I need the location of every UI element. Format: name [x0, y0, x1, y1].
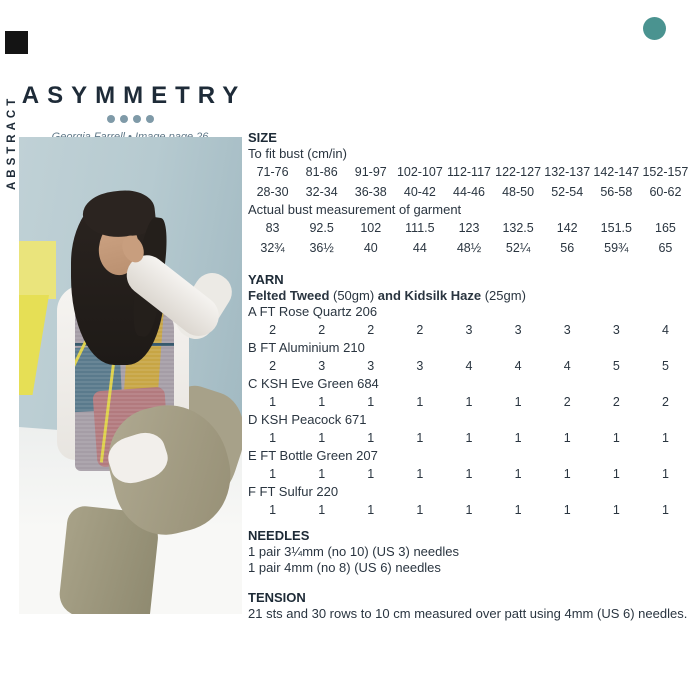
yarn-amount: 1 — [416, 431, 424, 445]
text-line: 1 pair 4mm (no 8) (US 6) needles — [248, 560, 441, 575]
text-segment: (50gm) — [333, 288, 378, 303]
yarn-amount: 2 — [661, 395, 669, 409]
yarn-amount: 1 — [318, 467, 326, 481]
table-cell: 32-34 — [305, 185, 338, 199]
photo-yellow-square — [19, 241, 56, 299]
yarn-amount: 3 — [563, 323, 571, 337]
text-segment: Felted Tweed — [248, 288, 333, 303]
yarn-amount: 1 — [514, 467, 522, 481]
table-cell: 165 — [655, 221, 676, 235]
fit-bust-in-row — [248, 182, 690, 202]
yarn-amount: 1 — [318, 431, 326, 445]
table-cell: 92.5 — [309, 221, 334, 235]
table-cell: 111.5 — [405, 221, 435, 235]
yarn-label: A FT Rose Quartz 206 — [248, 304, 378, 319]
yarn-amount: 3 — [318, 359, 326, 373]
size-heading: SIZE — [248, 130, 277, 145]
table-cell: 102 — [360, 221, 382, 235]
yarn-amount: 1 — [269, 503, 277, 517]
table-cell: 91-97 — [354, 165, 387, 179]
yarn-amount: 1 — [269, 431, 277, 445]
garment-photo — [19, 137, 242, 614]
yarn-amount: 1 — [465, 467, 473, 481]
table-cell: 56 — [560, 241, 575, 255]
corner-circle-mark — [643, 17, 666, 40]
yarn-amounts-row — [248, 428, 690, 448]
yarn-amount: 3 — [465, 323, 473, 337]
yarn-amount: 3 — [367, 359, 375, 373]
yarn-amount: 1 — [514, 431, 522, 445]
table-cell: 83 — [265, 221, 280, 235]
yarn-amount: 5 — [661, 359, 669, 373]
yarn-amount: 3 — [416, 359, 424, 373]
yarn-amount: 1 — [318, 395, 326, 409]
actual-bust-label: Actual bust measurement of garment — [248, 202, 462, 217]
yarn-amount: 1 — [416, 395, 424, 409]
yarn-amount: 1 — [367, 503, 375, 517]
yarn-amount: 1 — [269, 395, 277, 409]
table-cell: 142 — [556, 221, 578, 235]
yarn-amount: 1 — [367, 431, 375, 445]
yarn-amount: 1 — [661, 503, 669, 517]
actual-bust-in-row — [248, 238, 690, 258]
yarn-amount: 1 — [661, 467, 669, 481]
yarn-amount: 1 — [465, 503, 473, 517]
table-cell: 52-54 — [551, 185, 584, 199]
section-side-label: ABSTRACT — [6, 94, 18, 190]
table-cell: 112-117 — [446, 165, 491, 179]
yarn-amount: 1 — [465, 395, 473, 409]
table-cell: 56-58 — [600, 185, 633, 199]
yarn-amount: 2 — [269, 359, 277, 373]
title-dots — [10, 115, 250, 124]
yarn-label: E FT Bottle Green 207 — [248, 448, 378, 463]
yarn-amount: 1 — [269, 467, 277, 481]
table-cell: 28-30 — [256, 185, 289, 199]
table-cell: 123 — [458, 221, 480, 235]
table-cell: 32¾ — [260, 241, 285, 255]
table-cell: 48½ — [456, 241, 482, 255]
actual-bust-cm-row — [248, 218, 690, 238]
yarn-amount: 1 — [367, 395, 375, 409]
title-dot — [107, 115, 115, 123]
yarn-amount: 2 — [563, 395, 571, 409]
yarn-amount: 1 — [514, 503, 522, 517]
yarn-label: F FT Sulfur 220 — [248, 484, 339, 499]
yarn-amount: 2 — [318, 323, 326, 337]
table-cell: 44 — [412, 241, 427, 255]
yarn-label: B FT Aluminium 210 — [248, 340, 365, 355]
table-cell: 142-147 — [593, 165, 640, 179]
tension-text: 21 sts and 30 rows to 10 cm measured over patt using 4mm (US 6) needles. — [248, 606, 688, 621]
yarn-amount: 1 — [563, 467, 571, 481]
pattern-details — [248, 130, 690, 622]
yarn-amounts-row — [248, 464, 690, 484]
yarn-amount: 1 — [416, 503, 424, 517]
yarn-amount: 4 — [563, 359, 571, 373]
pattern-header — [10, 82, 250, 143]
text-segment: (25gm) — [484, 288, 526, 303]
yarn-amount: 1 — [563, 503, 571, 517]
yarn-amounts-row — [248, 320, 690, 340]
title-dot — [146, 115, 154, 123]
yarn-amount: 1 — [612, 503, 620, 517]
yarn-amounts-row — [248, 356, 690, 376]
yarn-amount: 2 — [367, 323, 375, 337]
table-cell: 44-46 — [453, 185, 485, 199]
yarn-amounts-row — [248, 500, 690, 520]
fit-bust-cm-row — [248, 162, 690, 182]
yarn-amount: 1 — [514, 395, 522, 409]
pattern-title: ASYMMETRY — [21, 82, 247, 109]
needles-lines — [248, 544, 690, 576]
yarn-amount: 1 — [465, 431, 473, 445]
yarn-amount: 4 — [465, 359, 473, 373]
yarn-subtitle — [248, 288, 690, 304]
yarn-amount: 2 — [612, 395, 620, 409]
yarn-amounts-row — [248, 392, 690, 412]
table-cell: 36-38 — [354, 185, 387, 199]
yarn-amount: 5 — [612, 359, 620, 373]
table-cell: 36½ — [309, 241, 334, 255]
title-dot — [133, 115, 141, 123]
yarn-label: C KSH Eve Green 684 — [248, 376, 379, 391]
table-cell: 132.5 — [502, 221, 534, 235]
table-cell: 40 — [363, 241, 378, 255]
text-line: 1 pair 3¼mm (no 10) (US 3) needles — [248, 544, 459, 559]
needles-heading: NEEDLES — [248, 528, 310, 543]
yarn-amount: 2 — [416, 323, 424, 337]
yarn-amount: 3 — [612, 323, 620, 337]
yarn-amount: 4 — [514, 359, 522, 373]
table-cell: 152-157 — [642, 165, 689, 179]
table-cell: 48-50 — [502, 185, 535, 199]
table-cell: 65 — [658, 241, 673, 255]
yarn-list — [248, 304, 690, 520]
table-cell: 60-62 — [649, 185, 682, 199]
yarn-amount: 3 — [514, 323, 522, 337]
yarn-amount: 1 — [661, 431, 669, 445]
table-cell: 40-42 — [403, 185, 436, 199]
yarn-amount: 1 — [416, 467, 424, 481]
yarn-amount: 1 — [318, 503, 326, 517]
table-cell: 81-86 — [305, 165, 338, 179]
table-cell: 71-76 — [256, 165, 289, 179]
yarn-amount: 2 — [269, 323, 277, 337]
table-cell: 59¾ — [604, 241, 629, 255]
yarn-amount: 1 — [612, 467, 620, 481]
yarn-label: D KSH Peacock 671 — [248, 412, 367, 427]
table-cell: 132-137 — [544, 165, 591, 179]
table-cell: 102-107 — [396, 165, 443, 179]
yarn-amount: 1 — [563, 431, 571, 445]
yarn-heading: YARN — [248, 272, 284, 287]
yarn-amount: 4 — [661, 323, 669, 337]
table-cell: 52¼ — [505, 241, 531, 255]
yarn-amount: 1 — [367, 467, 375, 481]
corner-square-mark — [5, 31, 28, 54]
table-cell: 151.5 — [600, 221, 632, 235]
title-dot — [120, 115, 128, 123]
fit-bust-label: To fit bust (cm/in) — [248, 146, 347, 161]
table-cell: 122-127 — [495, 165, 542, 179]
tension-heading: TENSION — [248, 590, 306, 605]
text-segment: and Kidsilk Haze — [377, 288, 485, 303]
yarn-amount: 1 — [612, 431, 620, 445]
